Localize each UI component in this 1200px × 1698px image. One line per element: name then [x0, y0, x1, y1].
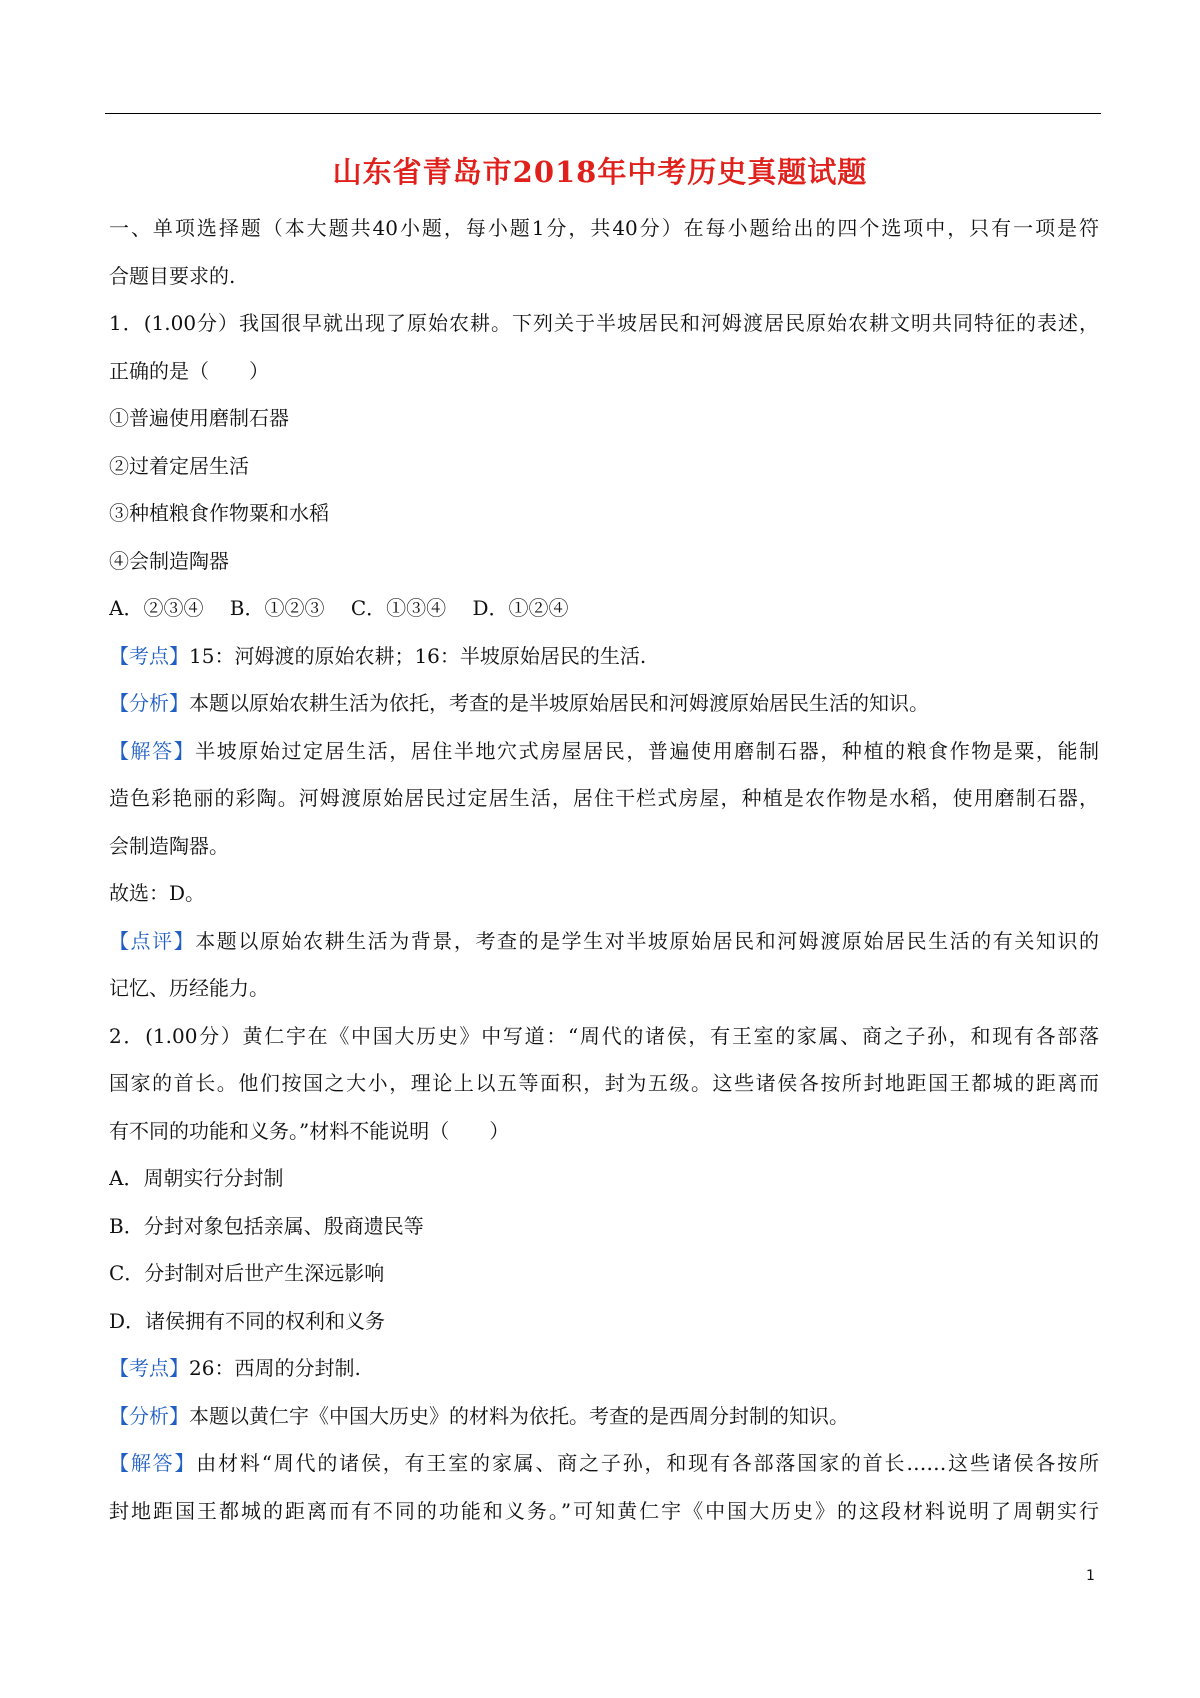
jieda-tag: 【解答】 — [109, 738, 196, 763]
q1-answer: 故选：D。 — [109, 881, 206, 905]
q1-dianping-text-1: 本题以原始农耕生活为背景，考查的是学生对半坡原始居民和河姆渡原始居民生活的有关知识的 — [195, 928, 1099, 953]
q2-fenxi — [109, 1400, 1099, 1448]
page-number: 1 — [1086, 1568, 1095, 1584]
q2-kaodian — [109, 1352, 1099, 1400]
q2-stem-line-1: 2．(1.00分）黄仁宇在《中国大历史》中写道：“周代的诸侯，有王室的家属、商之子孙，和现有各部落 — [109, 1023, 1099, 1048]
q1-fenxi-text: 本题以原始农耕生活为依托，考查的是半坡原始居民和河姆渡原始居民生活的知识。 — [189, 691, 929, 715]
q2-option-a: A．周朝实行分封制 — [109, 1166, 284, 1190]
document-body — [109, 212, 1099, 1542]
q1-item-3: ③种植粮食作物粟和水稻 — [109, 501, 329, 525]
q1-item-4: ④会制造陶器 — [109, 548, 229, 573]
q2-stem-line-3: 有不同的功能和义务。”材料不能说明（ ） — [109, 1118, 510, 1143]
fenxi-tag: 【分析】 — [109, 691, 189, 715]
q2-stem-line-2: 国家的首长。他们按国之大小，理论上以五等面积，封为五级。这些诸侯各按所封地距国王都城的距离而 — [109, 1071, 1099, 1095]
q1-item-2: ②过着定居生活 — [109, 453, 249, 478]
q1-kaodian-text: 15：河姆渡的原始农耕；16：半坡原始居民的生活. — [189, 643, 647, 668]
q1-jieda-line-2: 造色彩艳丽的彩陶。河姆渡原始居民过定居生活，居住干栏式房屋，种植是农作物是水稻，使用磨制石器， — [109, 786, 1099, 810]
q1-options: A．②③④ B．①②③ C．①③④ D．①②④ — [109, 596, 569, 620]
q1-stem-line-1: 1．(1.00分）我国很早就出现了原始农耕。下列关于半坡居民和河姆渡居民原始农耕文明共同特征的表述， — [109, 311, 1099, 335]
section-heading-line-2: 合题目要求的. — [109, 263, 236, 288]
kaodian-tag: 【考点】 — [109, 1356, 189, 1380]
kaodian-tag: 【考点】 — [109, 643, 189, 668]
q2-option-c: C．分封制对后世产生深远影响 — [109, 1261, 385, 1285]
q2-fenxi-text: 本题以黄仁宇《中国大历史》的材料为依托。考查的是西周分封制的知识。 — [189, 1403, 849, 1428]
q2-option-b: B．分封对象包括亲属、殷商遗民等 — [109, 1213, 424, 1238]
q1-item-1: ①普遍使用磨制石器 — [109, 406, 289, 430]
q1-dianping-line-1 — [109, 925, 1099, 973]
q1-jieda-line-1 — [109, 735, 1099, 783]
section-heading-line-1: 一、单项选择题（本大题共40小题，每小题1分，共40分）在每小题给出的四个选项中，只有一项是符 — [109, 216, 1099, 240]
q2-jieda-line-1 — [109, 1447, 1099, 1495]
q1-kaodian — [109, 640, 1099, 688]
q1-jieda-line-3: 会制造陶器。 — [109, 833, 229, 858]
q1-jieda-text-1: 半坡原始过定居生活，居住半地穴式房屋居民，普遍使用磨制石器，种植的粮食作物是粟，能制 — [195, 738, 1099, 763]
q2-kaodian-text: 26：西周的分封制. — [189, 1356, 361, 1380]
q1-fenxi — [109, 687, 1099, 735]
header-rule — [105, 113, 1101, 114]
q1-dianping-line-2: 记忆、历经能力。 — [109, 976, 269, 1000]
q2-jieda-line-2: 封地距国王都城的距离而有不同的功能和义务。”可知黄仁宇《中国大历史》的这段材料说明了周朝实行 — [109, 1498, 1099, 1523]
q2-jieda-text-1: 由材料“周代的诸侯，有王室的家属、商之子孙，和现有各部落国家的首长……这些诸侯各按所 — [196, 1451, 1099, 1475]
jieda-tag: 【解答】 — [109, 1451, 197, 1475]
q2-option-d: D．诸侯拥有不同的权利和义务 — [109, 1308, 386, 1333]
fenxi-tag: 【分析】 — [109, 1403, 189, 1428]
page-title: 山东省青岛市2018年中考历史真题试题 — [332, 155, 868, 189]
q1-stem-line-2: 正确的是（ ） — [109, 358, 269, 383]
dianping-tag: 【点评】 — [109, 928, 196, 953]
